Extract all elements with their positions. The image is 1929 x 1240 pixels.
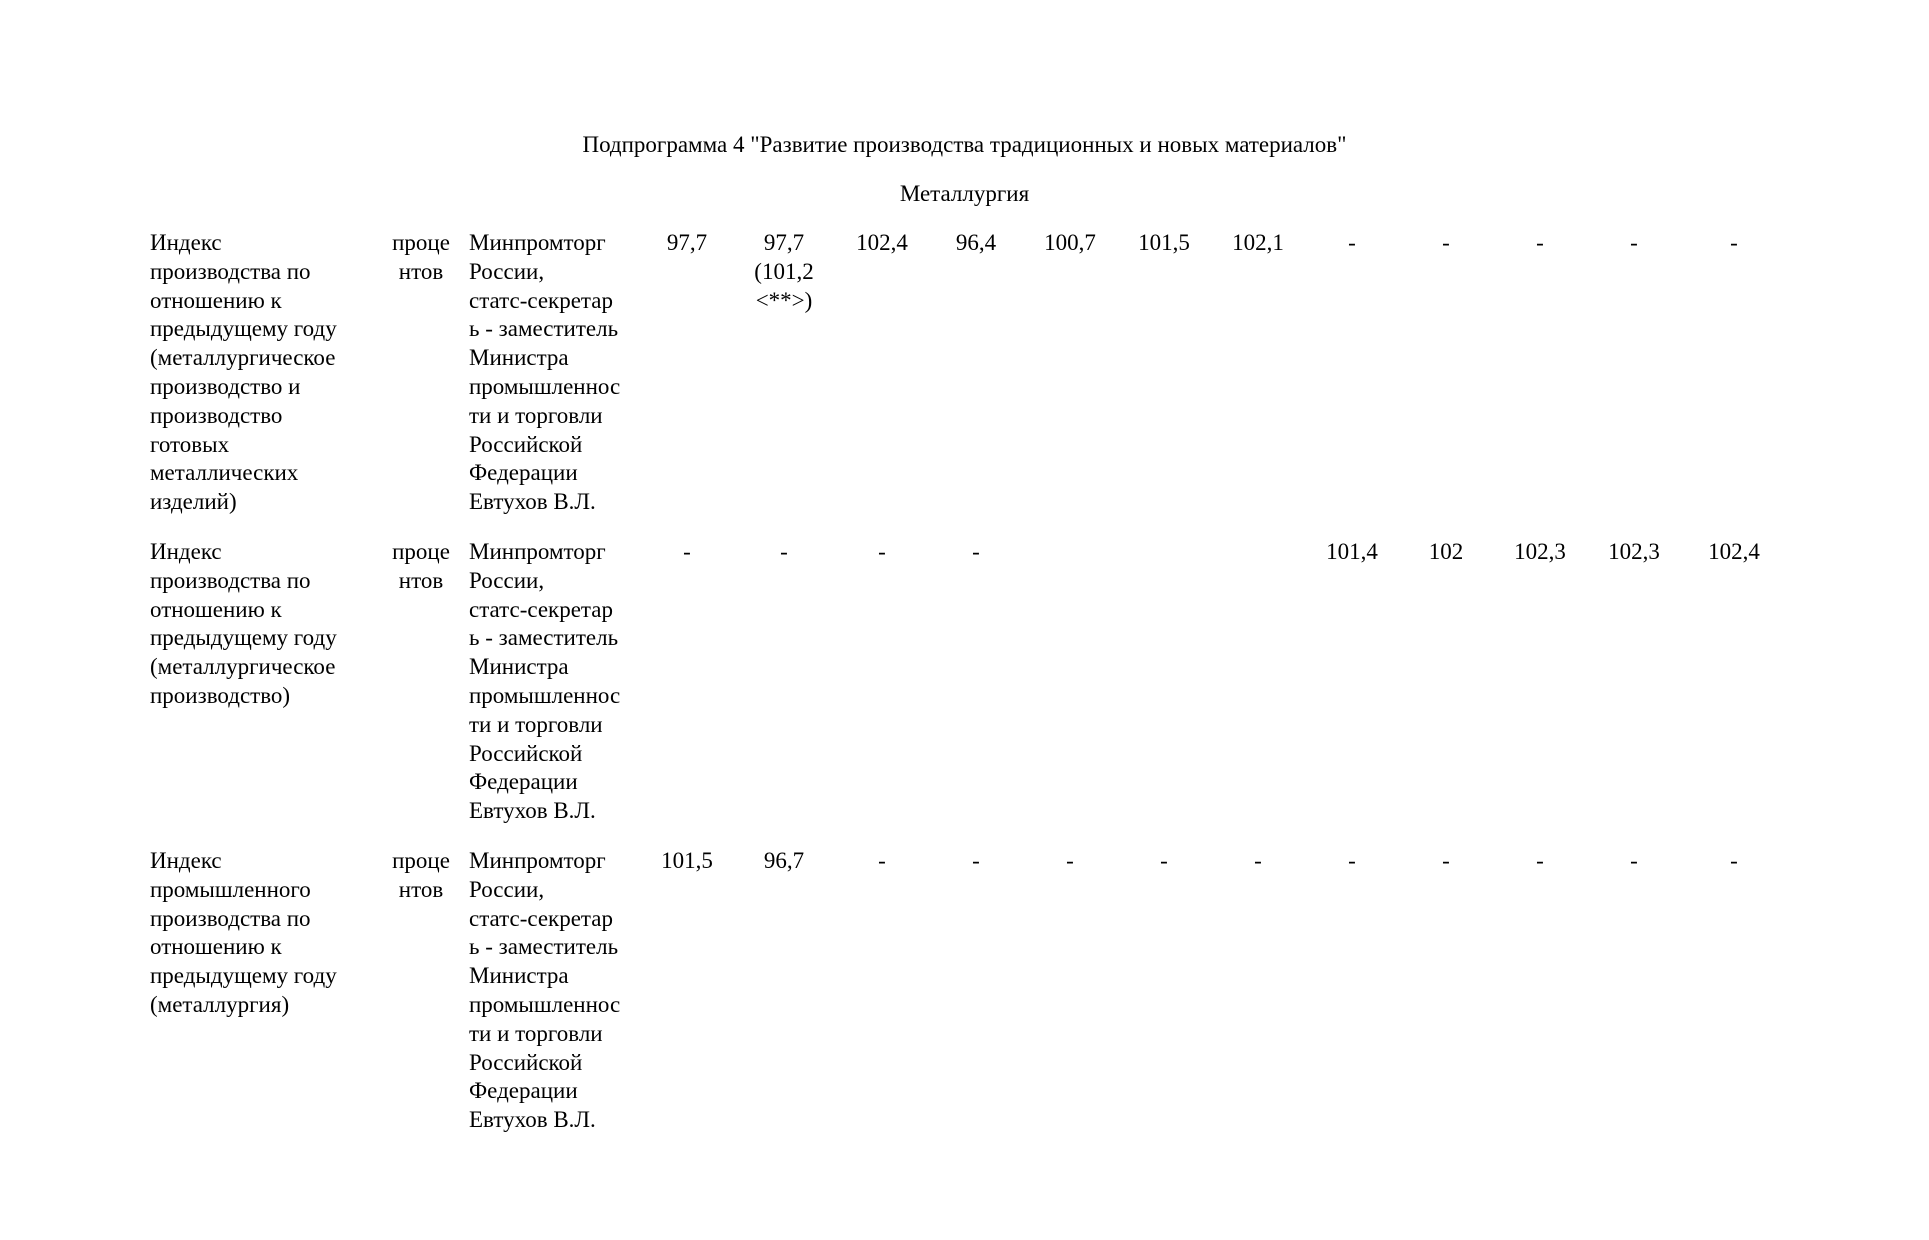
indicator-name-line: изделий) [150,489,237,515]
responsible-cell-line: Федерации [469,769,578,795]
responsible-cell-line: Евтухов В.Л. [469,798,596,824]
value: - [1536,230,1544,255]
responsible-cell-line: ь - заместитель [469,625,619,651]
value-cell [1124,847,1204,876]
value: - [1160,848,1168,873]
value-cell [744,538,824,567]
value: - [1348,230,1356,255]
value-cell [1030,847,1110,876]
responsible-cell-line: статс-секретар [469,596,613,622]
unit-cell-line: проце [392,539,450,564]
indicator-name-line: готовых [150,431,230,457]
value-cell [1406,538,1486,567]
responsible-cell-line: ь - заместитель [469,934,619,960]
indicator-name-line: металлических [150,460,299,486]
responsible-cell-line: Министра [469,654,569,680]
value: 102,4 [1708,539,1760,564]
indicator-name [150,847,380,1020]
value: 102 [1428,539,1464,564]
responsible-cell-line: Министра [469,345,569,371]
value: 100,7 [1044,230,1096,255]
value: - [1442,848,1450,873]
value-cell [744,847,824,876]
value: 101,4 [1326,539,1378,564]
value: - [1536,848,1544,873]
responsible-cell-line: ти и торговли [469,1020,603,1046]
value: 96,7 [763,848,805,873]
responsible-cell-line: Федерации [469,1078,578,1104]
responsible-cell-line: ти и торговли [469,711,603,737]
unit-cell-line: нтов [398,567,444,593]
responsible-cell [469,538,644,826]
value-cell [1312,538,1392,567]
value: 97,7 [666,230,708,255]
value-cell [1312,847,1392,876]
value: - [878,848,886,873]
responsible-cell-line: Евтухов В.Л. [469,489,596,515]
unit-cell [388,538,454,596]
indicator-name-line: производство [150,402,283,428]
indicator-name-line: (металлургическое [150,654,336,680]
value: 97,7 [763,230,805,255]
value: - [972,848,980,873]
value-cell [1312,229,1392,258]
responsible-cell-line: Евтухов В.Л. [469,1107,596,1133]
value: - [1630,848,1638,873]
responsible-cell-line: Российской [469,431,583,457]
unit-cell-line: нтов [398,876,444,902]
page-title: Подпрограмма 4 "Развитие производства традиционных и новых материалов" [582,132,1347,157]
value-note: (101,2 [754,258,814,284]
indicator-name-line: отношению к [150,596,282,622]
value: 101,5 [1138,230,1190,255]
value: 101,5 [661,848,713,873]
value: - [972,539,980,564]
value-cell [842,847,922,876]
value-cell [1594,229,1674,258]
responsible-cell-line: России, [469,876,545,902]
indicator-name-line: Индекс [150,230,222,255]
value-cell [936,229,1016,258]
indicator-name-line: (металлургия) [150,991,290,1017]
responsible-cell-line: Минпромторг [469,848,606,873]
value: - [1730,230,1738,255]
value-cell [1594,847,1674,876]
indicator-name-line: Индекс [150,848,222,873]
responsible-cell-line: статс-секретар [469,905,613,931]
unit-cell-line: проце [392,230,450,255]
indicator-name-line: предыдущему году [150,316,337,342]
value: - [878,539,886,564]
value-cell [647,538,727,567]
responsible-cell-line: ти и торговли [469,402,603,428]
value: - [1254,848,1262,873]
value: - [1442,230,1450,255]
value: - [780,539,788,564]
unit-cell [388,229,454,287]
value: 96,4 [955,230,997,255]
value: 102,1 [1232,230,1284,255]
value-cell [744,229,824,315]
value-cell [1500,847,1580,876]
value-cell [1694,538,1774,567]
value-cell [1030,229,1110,258]
indicator-name-line: производства по [150,905,311,931]
responsible-cell-line: промышленнос [469,991,621,1017]
value-cell [647,847,727,876]
indicator-name-line: предыдущему году [150,963,337,989]
value-cell [1694,847,1774,876]
unit-cell-line: проце [392,848,450,873]
indicator-name [150,538,380,711]
value-cell [1594,538,1674,567]
unit-cell-line: нтов [398,258,444,284]
indicator-name-line: Индекс [150,539,222,564]
indicator-name-line: промышленного [150,876,311,902]
responsible-cell-line: промышленнос [469,373,621,399]
responsible-cell-line: статс-секретар [469,287,613,313]
responsible-cell [469,847,644,1135]
indicator-name-line: предыдущему году [150,625,337,651]
value: - [683,539,691,564]
responsible-cell-line: Федерации [469,460,578,486]
value-cell [936,847,1016,876]
value: 102,4 [856,230,908,255]
unit-cell [388,847,454,905]
value: - [1066,848,1074,873]
responsible-cell-line: Минпромторг [469,539,606,564]
indicator-name-line: производства по [150,567,311,593]
value-cell [936,538,1016,567]
value-cell [1694,229,1774,258]
value-note: <**>) [755,287,813,313]
responsible-cell-line: России, [469,567,545,593]
value: - [1348,848,1356,873]
section-title: Металлургия [899,181,1030,206]
responsible-cell-line: Российской [469,1049,583,1075]
value-cell [842,538,922,567]
value-cell [1500,229,1580,258]
responsible-cell-line: России, [469,258,545,284]
value-cell [1124,229,1204,258]
indicator-name-line: (металлургическое [150,345,336,371]
indicator-name-line: отношению к [150,934,282,960]
value: 102,3 [1514,539,1566,564]
responsible-cell-line: ь - заместитель [469,316,619,342]
value-cell [1218,847,1298,876]
value-cell [1500,538,1580,567]
responsible-cell-line: Минпромторг [469,230,606,255]
indicator-name-line: отношению к [150,287,282,313]
value-cell [1218,229,1298,258]
value-cell [1406,847,1486,876]
responsible-cell [469,229,644,517]
value-cell [842,229,922,258]
value-cell [647,229,727,258]
responsible-cell-line: Российской [469,740,583,766]
indicator-name-line: производство и [150,373,301,399]
responsible-cell-line: Министра [469,963,569,989]
indicator-name-line: производства по [150,258,311,284]
responsible-cell-line: промышленнос [469,682,621,708]
value: 102,3 [1608,539,1660,564]
value-cell [1406,229,1486,258]
indicator-name-line: производство) [150,682,291,708]
indicator-name [150,229,380,517]
value: - [1630,230,1638,255]
value: - [1730,848,1738,873]
